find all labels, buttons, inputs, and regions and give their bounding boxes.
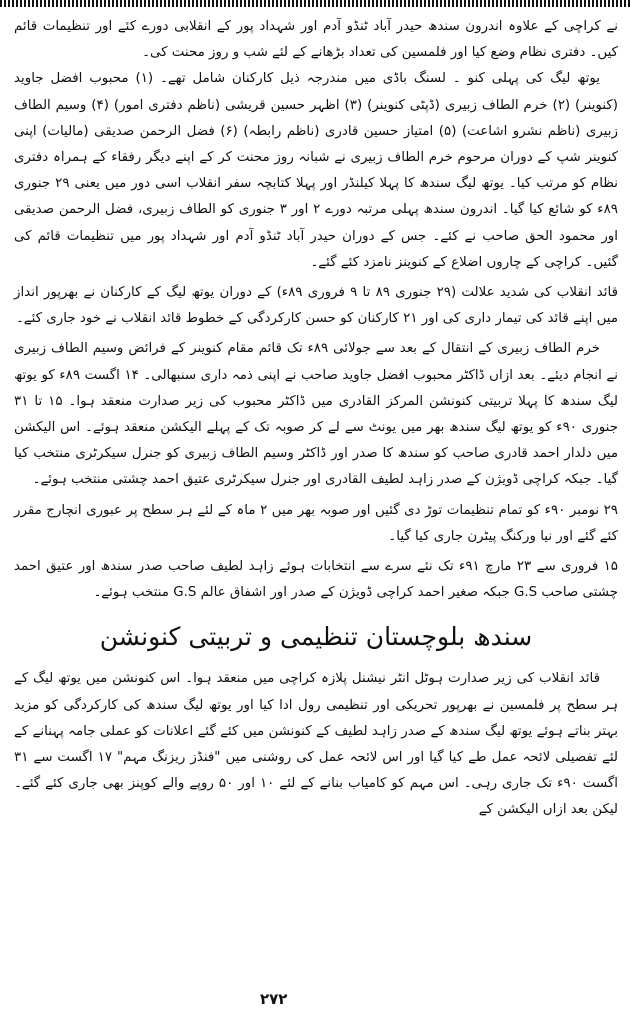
- top-border: [0, 0, 630, 7]
- section-heading: سندھ بلوچستان تنظیمی و تربیتی کنونشن: [99, 622, 533, 652]
- page-number: ۲۷۲: [260, 990, 288, 1008]
- paragraph-1: نے کراچی کے علاوہ اندرون سندھ حیدر آباد ٹنڈو آدم اور شہداد پور کے انقلابی دورے کئے اور تنظیمات قائم کیں۔ دفتری نظام وضع کیا اور فلمسین کی تعداد بڑھانے کے لئے شب و روز محنت کی۔: [14, 19, 618, 61]
- page-body: [14, 14, 618, 824]
- paragraph-6: ۱۵ فروری سے ۲۳ مارچ ۹۱ء تک نئے سرے سے انتخابات ہوئے زاہد لطیف صاحب صدر سندھ اور عتیق احمد چشتی صاحب G.S جبکہ صغیر احمد کراچی ڈویژن کے صدر اور اشفاق عالم G.S منتخب ہوئے۔: [14, 559, 618, 601]
- paragraph-3: قائد انقلاب کی شدید علالت (۲۹ جنوری ۸۹ تا ۹ فروری ۸۹ء) کے دوران یوتھ لیگ کے کارکنان نے بھرپور انداز میں اپنے قائد کی تیمار داری کی اور ۲۱ کارکنان کو حسن کارکردگی کے خطوط قائد انقلاب نے خود جاری کئے۔: [14, 285, 619, 327]
- paragraph-5: ۲۹ نومبر ۹۰ء کو تمام تنظیمات توڑ دی گئیں اور صوبہ بھر میں ۲ ماہ کے لئے ہر سطح پر عبوری انچارج مقرر کئے گئے اور نیا ورکنگ پیٹرن جاری کیا گیا۔: [14, 502, 618, 544]
- paragraph-2: یوتھ لیگ کی پہلی کنو ۔ لسنگ باڈی میں مندرجہ ذیل کارکنان شامل تھے۔ (۱) محبوب افضل جاوید (کنوینر) (۲) خرم الطاف زبیری (ڈپٹی کنوینر) (۳) اظہر حسین قریشی (ناظم دفتری امور) (۴) وسیم الطاف زبیری (ناظم نشرو اشاعت) (۵) امتیاز حسین قادری (ناظم رابطہ) (۶) فضل الرحمن صدیقی (مالیات) اپنی کنوینر شپ کے دوران مرحوم خرم الطاف زبیری نے شبانہ روز محنت کر کے اپنے دیگر رفقاء کے ہمراہ دفتری نظام کو مرتب کیا۔ یوتھ لیگ سندھ کا پہلا کیلنڈر اور پہلا کتابچہ سفر انقلاب اسی دور میں یعنی ۲۹ جنوری ۸۹ء کو شائع کیا گیا۔ اندرون سندھ پہلی مرتبہ دورے ۲ اور ۳ جنوری کو الطاف زبیری، فضل الرحمن صدیقی اور محمود الحق صاحب نے کئے۔ جس کے دوران حیدر آباد ٹنڈو آدم اور شہداد پور میں تنظیمات قائم کی گئیں۔ کراچی کے چاروں اضلاع کے کنوینز نامزد کئے گئے۔: [14, 71, 618, 270]
- paragraph-4: خرم الطاف زبیری کے انتقال کے بعد سے جولائی ۸۹ء تک قائم مقام کنوینر کے فرائض وسیم الطاف زبیری نے انجام دیئے۔ بعد ازاں ڈاکٹر محبوب افضل جاوید صاحب نے اپنی ذمہ داری سنبھالی۔ ۱۴ اگست ۸۹ء کو یوتھ لیگ سندھ کا پہلا تربیتی کنونشن المرکز القادری میں ڈاکٹر محبوب کی زیر صدارت منعقد ہوا۔ ۱۵ تا ۳۱ جنوری ۹۰ء کو یوتھ لیگ سندھ بھر میں یونٹ سے لے کر صوبہ تک کے پہلے الیکشن منعقد ہوئے۔ اس الیکشن میں دلدار احمد قادری صاحب کو سندھ کا صدر اور ڈاکٹر وسیم الطاف زبیری کو جنرل سیکرٹری منتخب کیا گیا۔ جبکہ کراچی ڈویژن کے صدر زاہد لطیف القادری اور جنرل سیکرٹری عتیق احمد چشتی منتخب ہوئے۔: [14, 341, 619, 488]
- paragraph-7: قائد انقلاب کی زیر صدارت ہوٹل انٹر نیشنل پلازہ کراچی میں منعقد ہوا۔ اس کنونشن میں یوتھ لیگ کے ہر سطح پر فلمسین نے بھرپور تحریکی اور تنظیمی رول ادا کیا اور یوتھ لیگ سندھ کی کارکردگی کو مزید بہتر بناتے ہوئے یوتھ لیگ سندھ کے صدر زاہد لطیف کے کنونشن میں کئے گئے اعلانات کو عملی جامہ پہنانے کے لئے تفصیلی لائحہ عمل طے کیا گیا اور اس لائحہ عمل کی روشنی میں "فنڈز ریزنگ مہم" ۱۷ اگست سے ۳۱ اگست ۹۰ء تک جاری رہی۔ اس مہم کو کامیاب بنانے کے لئے ۱۰ اور ۵۰ روپے والے کوپنز بھی جاری کئے گئے۔ لیکن بعد ازاں الیکشن کے: [14, 671, 618, 818]
